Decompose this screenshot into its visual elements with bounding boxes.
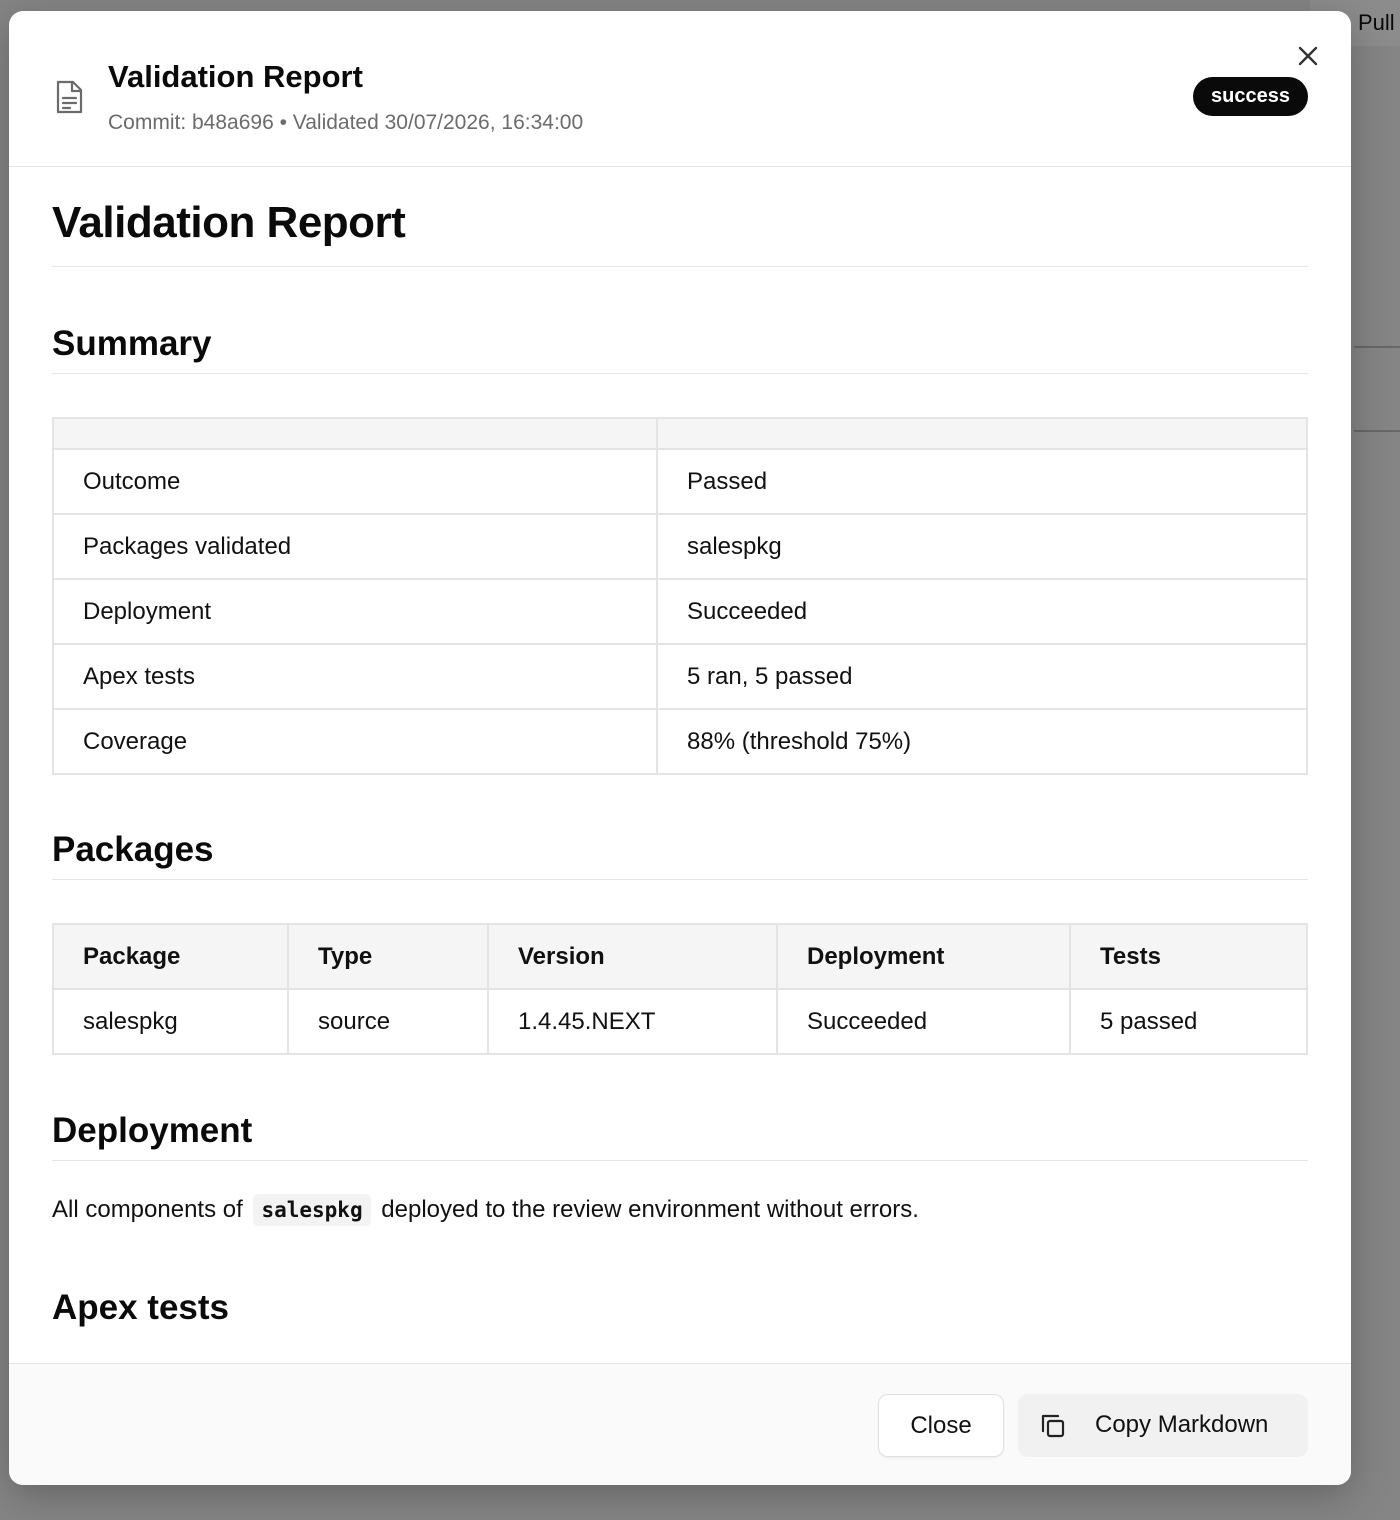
background-pull-label: Pull xyxy=(1358,10,1395,35)
document-icon xyxy=(53,79,85,115)
table-header-cell: Package xyxy=(53,924,288,989)
deployment-text-before: All components of xyxy=(52,1196,243,1223)
dialog-title: Validation Report xyxy=(108,59,363,94)
deployment-text-after: deployed to the review environment without errors. xyxy=(381,1196,919,1223)
table-cell: Passed xyxy=(657,449,1307,514)
table-cell: 88% (threshold 75%) xyxy=(657,709,1307,774)
copy-markdown-label: Copy Markdown xyxy=(1095,1411,1269,1438)
report-content[interactable] xyxy=(52,168,1308,1363)
dialog-footer xyxy=(9,1363,1351,1485)
dialog-meta: Commit: b48a696 • Validated 30/07/2026, 16:34:00 xyxy=(108,111,584,134)
table-row xyxy=(53,989,1307,1054)
table-header-cell: Version xyxy=(488,924,777,989)
divider xyxy=(52,266,1308,267)
table-cell: source xyxy=(288,989,488,1054)
packages-table xyxy=(52,923,1308,1055)
table-cell: Deployment xyxy=(53,579,657,644)
status-badge: success xyxy=(1193,77,1308,116)
table-row xyxy=(53,514,1307,579)
divider xyxy=(52,1160,1308,1161)
divider xyxy=(52,373,1308,374)
table-header-cell xyxy=(657,418,1307,449)
table-cell: Apex tests xyxy=(53,644,657,709)
table-cell: Outcome xyxy=(53,449,657,514)
table-header-cell: Deployment xyxy=(777,924,1070,989)
table-cell: 1.4.45.NEXT xyxy=(488,989,777,1054)
validation-report-dialog xyxy=(9,11,1351,1485)
copy-markdown-button[interactable] xyxy=(1018,1394,1308,1457)
table-cell: Coverage xyxy=(53,709,657,774)
close-icon[interactable] xyxy=(1293,41,1323,71)
table-cell: 5 ran, 5 passed xyxy=(657,644,1307,709)
table-cell: Succeeded xyxy=(777,989,1070,1054)
table-row xyxy=(53,709,1307,774)
table-row xyxy=(53,579,1307,644)
summary-heading: Summary xyxy=(52,324,212,363)
inline-code: salespkg xyxy=(253,1194,370,1226)
packages-heading: Packages xyxy=(52,830,214,869)
table-cell: salespkg xyxy=(53,989,288,1054)
summary-table xyxy=(52,417,1308,775)
report-title: Validation Report xyxy=(52,198,406,247)
close-button[interactable]: Close xyxy=(878,1394,1004,1457)
table-row xyxy=(53,449,1307,514)
table-row xyxy=(53,644,1307,709)
table-cell: Packages validated xyxy=(53,514,657,579)
apex-tests-heading: Apex tests xyxy=(52,1288,230,1327)
table-header-cell: Type xyxy=(288,924,488,989)
table-header-cell: Tests xyxy=(1070,924,1307,989)
table-cell: 5 passed xyxy=(1070,989,1307,1054)
divider xyxy=(52,879,1308,880)
dialog-header xyxy=(9,11,1351,167)
table-header-cell xyxy=(53,418,657,449)
deployment-heading: Deployment xyxy=(52,1111,253,1150)
table-header-row xyxy=(53,924,1307,989)
table-cell: Succeeded xyxy=(657,579,1307,644)
copy-icon xyxy=(1038,1411,1068,1441)
table-cell: salespkg xyxy=(657,514,1307,579)
table-header-row xyxy=(53,418,1307,449)
deployment-paragraph xyxy=(52,1196,919,1224)
